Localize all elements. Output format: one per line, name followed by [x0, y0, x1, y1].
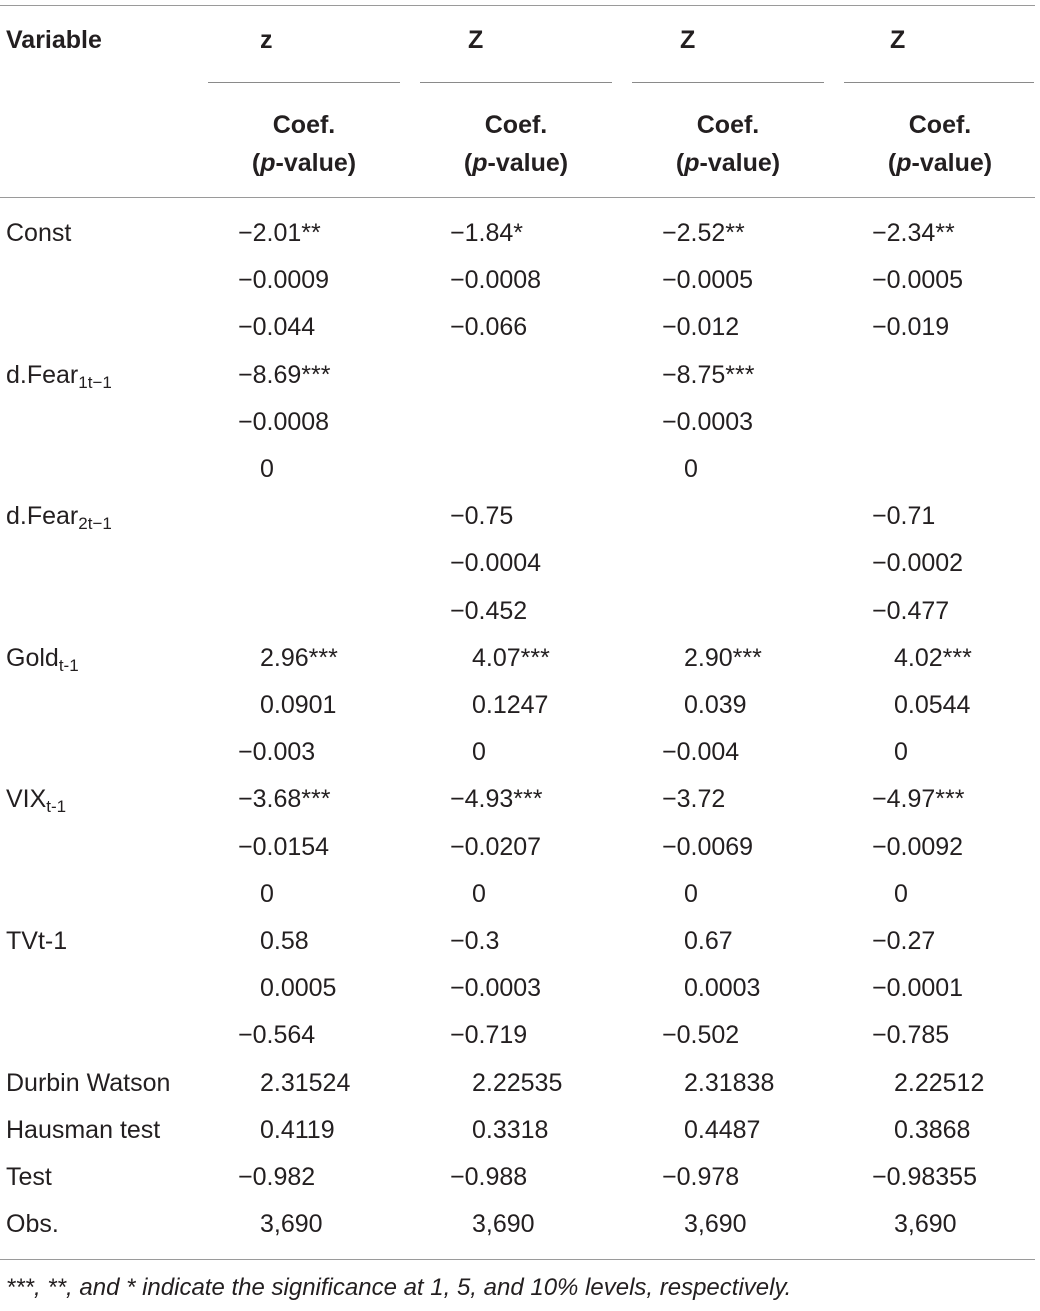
table-cell: −0.003: [238, 738, 316, 767]
coef-label: Coef.: [272, 111, 336, 139]
table-cell: −2.34**: [872, 219, 955, 247]
table-cell: −0.019: [872, 313, 950, 342]
column-header-3: Z: [680, 26, 696, 54]
table-cell: −0.98355: [872, 1163, 977, 1191]
table-cell: −0.0002: [872, 549, 964, 578]
table-cell: 2.90***: [684, 643, 762, 672]
table-cell: −0.066: [450, 313, 528, 342]
table-cell: 0.67: [684, 927, 733, 955]
table-cell: 4.07***: [472, 643, 550, 672]
table-cell: 0.58: [260, 927, 309, 955]
column-header-4: Z: [890, 26, 906, 54]
table-cell: 0: [684, 879, 698, 908]
coef-label: Coef.: [908, 111, 972, 139]
coef-header-3: [628, 106, 828, 182]
table-cell: 0: [260, 455, 274, 483]
table-cell: 0.1247: [472, 691, 549, 719]
table-cell: −2.01**: [238, 219, 321, 247]
table-cell: 3,690: [894, 1210, 957, 1239]
table-cell: −0.0207: [450, 832, 542, 861]
table-cell: 3,690: [260, 1210, 323, 1239]
table-cell: −4.93***: [450, 785, 543, 814]
variable-label: Const: [6, 219, 72, 247]
table-cell: −0.0001: [872, 974, 964, 1003]
table-cell: −0.27: [872, 927, 936, 955]
pvalue-label: (p-value): [675, 149, 781, 177]
table-cell: −0.0069: [662, 832, 754, 861]
table-cell: −1.84*: [450, 219, 523, 247]
top-rule: [0, 5, 1035, 6]
table-cell: −0.719: [450, 1021, 528, 1050]
table-cell: −0.0154: [238, 832, 330, 861]
variable-label: Hausman test: [6, 1115, 161, 1144]
table-cell: 2.31838: [684, 1068, 775, 1097]
table-cell: −8.69***: [238, 360, 331, 389]
table-cell: −0.0008: [450, 266, 542, 295]
column-rule-1: [208, 82, 400, 83]
coef-header-4: [840, 106, 1040, 182]
coef-label: Coef.: [696, 111, 760, 139]
table-cell: 0.0003: [684, 974, 761, 1003]
table-cell: −0.0004: [450, 549, 542, 578]
table-cell: −0.0003: [662, 407, 754, 436]
variable-label: d.Fear$_{1t-1}$: [6, 360, 112, 392]
table-cell: 2.31524: [260, 1068, 351, 1097]
table-cell: 0: [894, 879, 908, 908]
table-cell: 0.3868: [894, 1115, 971, 1144]
table-cell: 0.039: [684, 691, 747, 719]
variable-label: d.Fear$_{2t-1}$: [6, 502, 112, 534]
table-cell: −0.3: [450, 927, 500, 955]
table-cell: −8.75***: [662, 360, 755, 389]
column-rule-4: [844, 82, 1034, 83]
variable-label: Durbin Watson: [6, 1068, 171, 1097]
table-cell: −0.0005: [662, 266, 754, 295]
table-cell: 0: [260, 879, 274, 908]
table-cell: −2.52**: [662, 219, 745, 247]
table-cell: −0.75: [450, 502, 514, 531]
table-cell: 0.0005: [260, 974, 337, 1003]
table-cell: 2.22535: [472, 1068, 563, 1097]
pvalue-label: (p-value): [463, 149, 569, 177]
table-cell: −0.988: [450, 1163, 528, 1191]
table-cell: −0.0008: [238, 407, 330, 436]
table-cell: −0.477: [872, 596, 950, 625]
coef-header-2: [416, 106, 616, 182]
table-cell: −0.564: [238, 1021, 316, 1050]
variable-label: Obs.: [6, 1210, 59, 1239]
column-rule-3: [632, 82, 824, 83]
variable-label: Gold$_{t-1}$: [6, 643, 79, 675]
table-cell: 0: [472, 738, 486, 767]
table-cell: −0.012: [662, 313, 740, 342]
coef-header-1: [204, 106, 404, 182]
table-cell: 0.4487: [684, 1115, 761, 1144]
variable-header: Variable: [6, 26, 102, 54]
column-header-1: z: [260, 26, 273, 54]
pvalue-label: (p-value): [251, 149, 357, 177]
table-cell: 2.22512: [894, 1068, 985, 1097]
table-cell: −0.452: [450, 596, 528, 625]
table-cell: −0.0092: [872, 832, 964, 861]
table-cell: −0.0003: [450, 974, 542, 1003]
table-cell: 3,690: [684, 1210, 747, 1239]
table-cell: 0.0544: [894, 691, 971, 719]
table-cell: −0.785: [872, 1021, 950, 1050]
table-cell: 3,690: [472, 1210, 535, 1239]
table-cell: −0.0005: [872, 266, 964, 295]
table-cell: −0.044: [238, 313, 316, 342]
coef-label: Coef.: [484, 111, 548, 139]
table-cell: 0: [472, 879, 486, 908]
table-cell: −0.71: [872, 502, 936, 531]
table-cell: 2.96***: [260, 643, 338, 672]
table-bottom-rule: [0, 1259, 1035, 1260]
variable-label: TVt-1: [6, 927, 68, 955]
table-cell: 0.0901: [260, 691, 337, 719]
table-cell: −3.72: [662, 785, 726, 814]
column-rule-2: [420, 82, 612, 83]
table-cell: 0: [894, 738, 908, 767]
footnote: ***, **, and * indicate the significance at 1, 5, and 10% levels, respectively.: [6, 1274, 792, 1301]
table-cell: 0.3318: [472, 1115, 549, 1144]
table-cell: 0.4119: [260, 1115, 335, 1144]
table-cell: −0.502: [662, 1021, 740, 1050]
table-cell: −0.982: [238, 1163, 316, 1191]
table-cell: 4.02***: [894, 643, 972, 672]
table-cell: −0.004: [662, 738, 740, 767]
table-cell: −3.68***: [238, 785, 331, 814]
header-bottom-rule: [0, 197, 1035, 198]
table-cell: −0.0009: [238, 266, 330, 295]
table-cell: −0.978: [662, 1163, 740, 1191]
table-cell: 0: [684, 455, 698, 483]
pvalue-label: (p-value): [887, 149, 993, 177]
table-cell: −4.97***: [872, 785, 965, 814]
variable-label: Test: [6, 1163, 52, 1191]
variable-label: $VIX_{t-1}$: [6, 785, 67, 817]
column-header-2: Z: [468, 26, 484, 54]
